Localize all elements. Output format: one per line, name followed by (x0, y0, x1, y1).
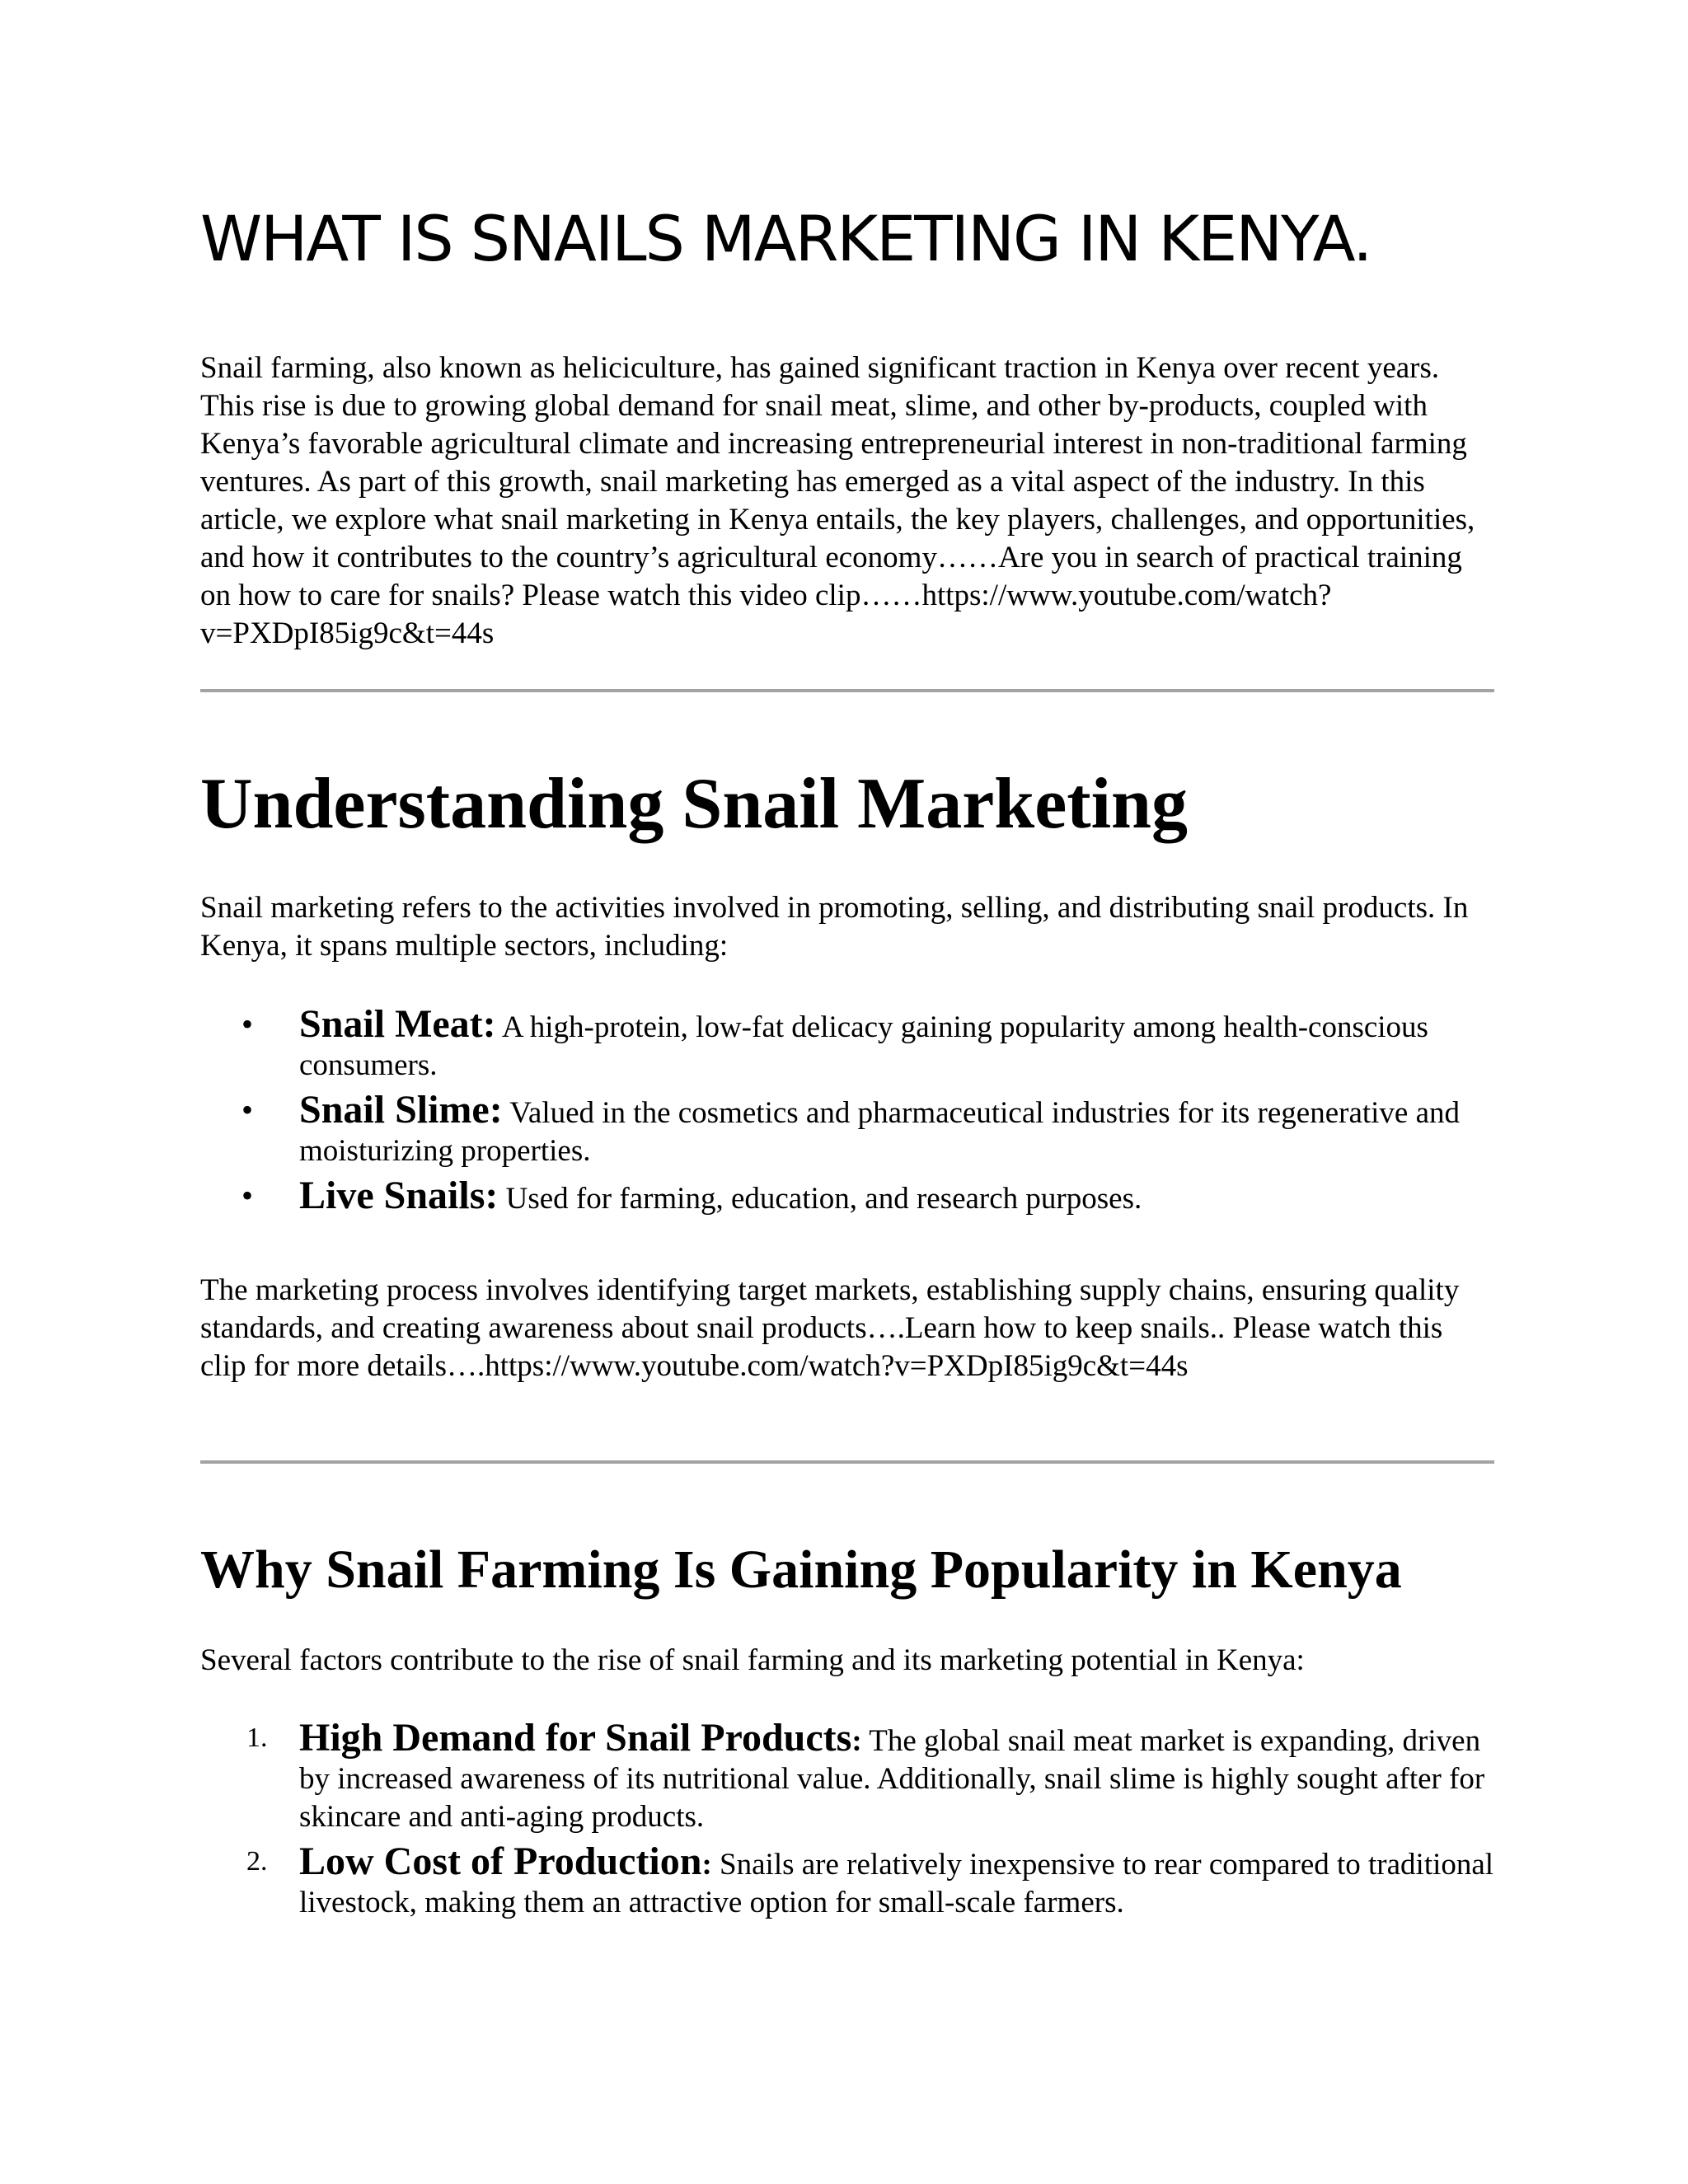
list-item (200, 1088, 1494, 1170)
list-item (200, 1716, 1494, 1836)
why-paragraph: Several factors contribute to the rise of snail farming and its marketing potential in Kenya: (200, 1643, 1305, 1677)
list-item-term: Live Snails: (299, 1174, 499, 1217)
marketing-process-paragraph: The marketing process involves identifying target markets, establishing supply chains, ensuring quality standards, and creating awareness about snail products….Learn how to keep snails.. Please watch this clip for more details….https://www.youtube.com/watch?v=PXDpI85ig9c&t=44s (200, 1273, 1460, 1383)
why-heading: Why Snail Farming Is Gaining Popularity in Kenya (200, 1540, 1402, 1600)
list-item (200, 1840, 1494, 1922)
list-item-term: Low Cost of Production (299, 1840, 702, 1883)
list-item-text: Valued in the cosmetics and pharmaceutical industries for its regenerative and moisturizing properties. (299, 1096, 1461, 1168)
sectors-list (200, 1002, 1494, 1225)
factors-list (200, 1716, 1494, 1929)
list-item-term: Snail Meat: (299, 1002, 496, 1046)
list-item (200, 1002, 1494, 1085)
bullet-marker: • (241, 1005, 254, 1043)
bullet-marker: • (241, 1091, 254, 1128)
document-title: WHAT IS SNAILS MARKETING IN KENYA. (200, 202, 1372, 275)
list-item-text: Snails are relatively inexpensive to rear compared to traditional livestock, making them an attractive option for small-scale farmers. (299, 1848, 1494, 1919)
understanding-heading: Understanding Snail Marketing (200, 764, 1188, 844)
list-item-text: A high-protein, low-fat delicacy gaining popularity among health-conscious consumers. (299, 1010, 1428, 1082)
intro-paragraph: Snail farming, also known as heliciculture, has gained significant traction in Kenya over recent years. This rise is due to growing global demand for snail meat, slime, and other by-products, coupled with Kenya’s favorable agricultural climate and increasing entrepreneurial interest in non-traditional farming ventures. As part of this growth, snail marketing has emerged as a vital aspect of the industry. In this article, we explore what snail marketing in Kenya entails, the key players, challenges, and opportunities, and how it contributes to the country’s agricultural economy……Are you in search of practical training on how to care for snails? Please watch this video clip……https://www.youtube.com/watch?v=PXDpI85ig9c&t=44s (200, 351, 1475, 650)
list-item-term: Snail Slime: (299, 1088, 503, 1132)
list-item-text: Used for farming, education, and research purposes. (498, 1182, 1142, 1216)
bullet-marker: • (241, 1177, 254, 1214)
understanding-paragraph: Snail marketing refers to the activities involved in promoting, selling, and distributing snail products. In Kenya, it spans multiple sectors, including: (200, 891, 1469, 963)
list-item-term: High Demand for Snail Products (299, 1716, 852, 1760)
list-item-text: The global snail meat market is expanding, driven by increased awareness of its nutritional value. Additionally, snail slime is highly sought after for skincare and anti-aging products. (299, 1724, 1485, 1834)
number-marker: 1. (246, 1722, 268, 1753)
list-item (200, 1174, 1494, 1218)
horizontal-rule (200, 689, 1494, 692)
number-marker: 2. (246, 1846, 268, 1877)
list-item-separator: : (851, 1724, 862, 1758)
horizontal-rule (200, 1460, 1494, 1464)
list-item-separator: : (701, 1848, 712, 1882)
